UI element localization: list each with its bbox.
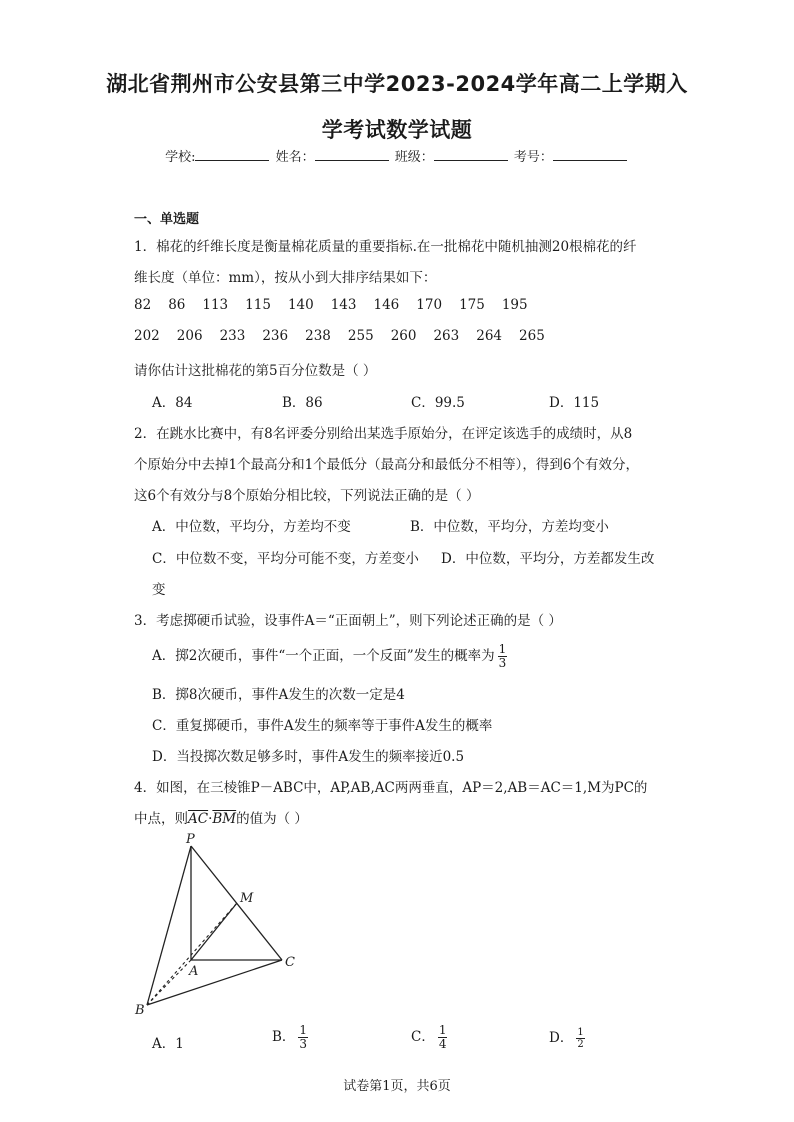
q4-option-d-label: D．: [549, 1030, 574, 1046]
school-blank[interactable]: [195, 148, 269, 161]
q1-line1: 1．棉花的纤维长度是衡量棉花质量的重要指标.在一批棉花中随机抽测20根棉花的纤: [134, 239, 637, 255]
label-b: B: [135, 1003, 145, 1018]
fraction: $\frac{1}{2}$: [577, 1027, 584, 1050]
data-value: 202: [134, 328, 160, 344]
q4-option-c[interactable]: [411, 1024, 447, 1051]
fraction: $\frac{1}{3}$: [299, 1023, 308, 1051]
q4-option-a[interactable]: A．1: [152, 1036, 184, 1052]
data-value: 82: [134, 297, 152, 313]
q2-option-b[interactable]: B．中位数，平均分，方差均变小: [410, 519, 609, 535]
q1-option-b[interactable]: B．86: [282, 395, 323, 411]
fraction: $\frac{1}{3}$: [498, 642, 507, 670]
q3-option-d[interactable]: D．当投掷次数足够多时，事件A发生的频率接近0.5: [152, 749, 465, 765]
student-info-row: [0, 146, 794, 165]
q2-option-d[interactable]: D．中位数，平均分，方差都发生改: [441, 551, 655, 567]
q2-option-d-cont: 变: [152, 582, 166, 598]
number-label: 考号：: [513, 150, 553, 165]
exam-title-line1: 湖北省荆州市公安县第三中学2023-2024学年高二上学期入: [106, 72, 688, 96]
data-value: 260: [390, 328, 417, 344]
data-value: 146: [373, 297, 400, 313]
fraction: $\frac{1}{4}$: [438, 1023, 447, 1051]
q4-line2-prefix: 中点，则: [134, 811, 188, 827]
segment-am: [191, 903, 237, 960]
school-label: 学校:: [165, 150, 196, 165]
q1-option-d[interactable]: D．115: [549, 395, 600, 411]
q1-option-c[interactable]: C．99.5: [411, 395, 465, 411]
data-value: 255: [347, 328, 374, 344]
q1-data-row2: [134, 328, 562, 344]
q1-line2: 维长度（单位：mm），按从小到大排序结果如下：: [134, 270, 437, 286]
data-value: 140: [287, 297, 314, 313]
page-footer: 试卷第1页，共6页: [343, 1079, 451, 1094]
data-value: 115: [245, 297, 271, 313]
number-blank[interactable]: [553, 148, 627, 161]
data-value: 264: [476, 328, 503, 344]
q4-option-c-label: C．: [411, 1029, 435, 1045]
data-value: 195: [501, 297, 528, 313]
class-label: 班级：: [394, 150, 434, 165]
label-p: P: [186, 832, 195, 847]
q4-line2: [134, 807, 308, 827]
q2-line2: 个原始分中去掉1个最高分和1个最低分（最高分和最低分不相等），得到6个有效分，: [134, 457, 640, 473]
q2-line3: 这6个有效分与8个原始分相比较，下列说法正确的是（ ）: [134, 488, 480, 504]
name-blank[interactable]: [315, 148, 389, 161]
data-value: 143: [330, 297, 357, 313]
data-value: 113: [202, 297, 229, 313]
data-value: 86: [168, 297, 186, 313]
q1-data-row1: [134, 297, 545, 313]
q4-option-b[interactable]: [272, 1024, 308, 1051]
q2-line1: 2．在跳水比赛中，有8名评委分别给出某选手原始分，在评定该选手的成绩时，从8: [134, 426, 633, 442]
data-value: 238: [305, 328, 331, 344]
q4-line1: 4．如图，在三棱锥P－ABC中，AP,AB,AC两两垂直，AP＝2,AB＝AC＝1,M为PC的: [134, 780, 648, 796]
q3-option-c[interactable]: C．重复掷硬币，事件A发生的频率等于事件A发生的概率: [152, 718, 493, 734]
q4-option-b-label: B．: [272, 1029, 296, 1045]
vector-ac: $\overline{AC}$: [188, 811, 209, 827]
label-a: A: [189, 964, 199, 979]
q3-line1: 3．考虑掷硬币试验，设事件A＝“正面朝上”，则下列论述正确的是（ ）: [134, 613, 562, 629]
data-value: 236: [262, 328, 289, 344]
edge-pb: [147, 846, 191, 1005]
q2-option-c[interactable]: C．中位数不变，平均分可能不变，方差变小: [152, 551, 419, 567]
data-value: 263: [433, 328, 460, 344]
q4-line2-suffix: 的值为（ ）: [236, 811, 308, 827]
class-blank[interactable]: [434, 148, 508, 161]
label-c: C: [285, 955, 295, 970]
data-value: 265: [519, 328, 545, 344]
dot-operator: ·: [208, 811, 213, 827]
q1-option-a[interactable]: A．84: [152, 395, 193, 411]
exam-title-line2: 学考试数学试题: [321, 118, 473, 142]
q3-option-a-text: A．掷2次硬币，事件“一个正面，一个反面”发生的概率为: [152, 648, 495, 664]
data-value: 170: [416, 297, 443, 313]
q4-option-d[interactable]: [549, 1026, 585, 1050]
data-value: 233: [219, 328, 246, 344]
q1-line3: 请你估计这批棉花的第5百分位数是（ ）: [134, 363, 377, 379]
name-label: 姓名：: [275, 150, 315, 165]
data-value: 175: [459, 297, 485, 313]
vector-bm: $\overline{BM}$: [212, 811, 237, 827]
pyramid-figure: [130, 830, 310, 1020]
q3-option-b[interactable]: B．掷8次硬币，事件A发生的次数一定是4: [152, 687, 405, 703]
section-heading: 一、单选题: [134, 212, 200, 227]
label-m: M: [240, 891, 254, 906]
q3-option-a[interactable]: [152, 643, 507, 670]
data-value: 206: [176, 328, 203, 344]
q2-option-a[interactable]: A．中位数，平均分，方差均不变: [152, 519, 351, 535]
